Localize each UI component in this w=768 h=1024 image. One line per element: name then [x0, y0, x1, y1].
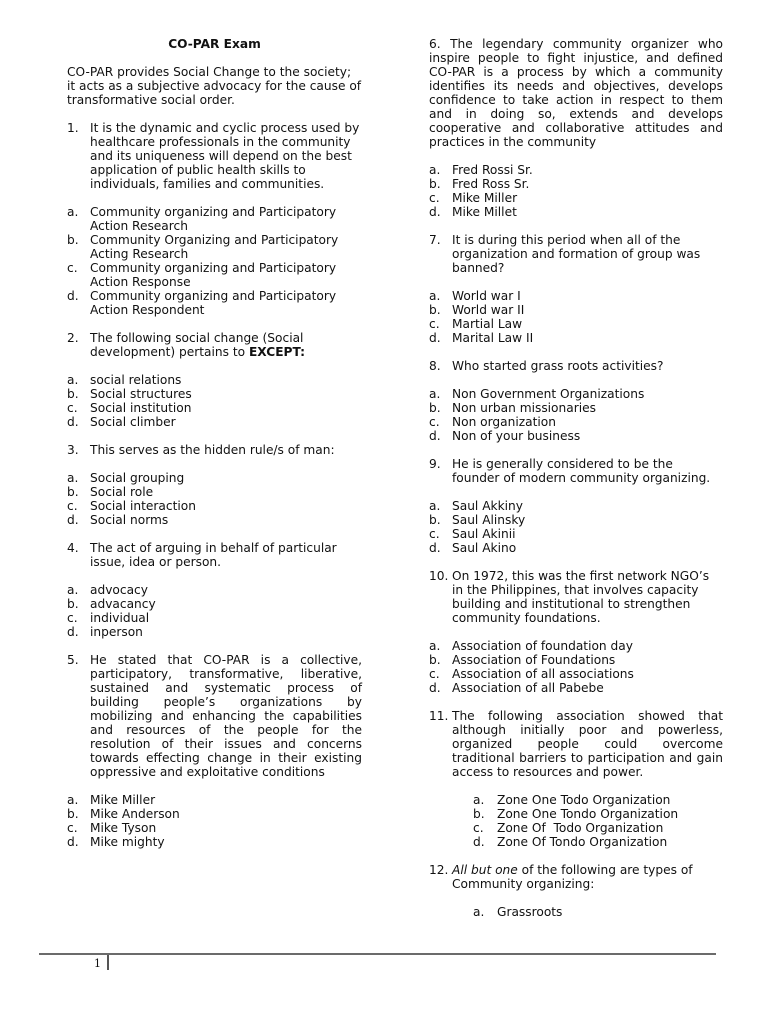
option-text: Mike Miller: [90, 793, 156, 807]
question-3: [67, 443, 362, 457]
question-emphasis: EXCEPT:: [248, 345, 305, 359]
option-d: [67, 513, 362, 527]
question-1: [67, 121, 362, 191]
option-letter: d.: [429, 429, 441, 443]
question-12: [429, 863, 723, 891]
option-text: Saul Akinii: [452, 527, 516, 541]
question-9: [429, 457, 723, 485]
option-c: [67, 821, 362, 835]
question-text: [452, 863, 723, 891]
option-text: Association of all associations: [452, 667, 634, 681]
option-letter: b.: [429, 653, 441, 667]
question-8: [429, 359, 723, 373]
option-a: [473, 793, 723, 807]
option-text: Saul Akino: [452, 541, 517, 555]
option-letter: d.: [473, 835, 485, 849]
question-number: 5.: [67, 653, 79, 667]
option-letter: a.: [67, 205, 79, 219]
option-c: [429, 667, 723, 681]
question-number: 6.: [429, 37, 441, 51]
option-text: Social grouping: [90, 471, 185, 485]
option-c: [67, 499, 362, 513]
question-text: On 1972, this was the first network NGO’s in the Philippines, that involves capacity building and institutional to strengthen community foundations.: [452, 569, 710, 625]
question-text: [429, 37, 723, 149]
option-letter: c.: [429, 667, 440, 681]
option-letter: c.: [67, 611, 78, 625]
option-text: advocacy: [90, 583, 148, 597]
option-letter: b.: [67, 233, 79, 247]
option-text: advacancy: [90, 597, 156, 611]
option-letter: a.: [67, 583, 79, 597]
right-column: [429, 37, 723, 933]
option-letter: a.: [429, 163, 441, 177]
option-text: Community Organizing and Participatory Acting Research: [90, 233, 339, 261]
option-b: [429, 401, 723, 415]
option-letter: d.: [429, 205, 441, 219]
option-letter: d.: [429, 541, 441, 555]
option-text: Non organization: [452, 415, 556, 429]
options-4: [67, 583, 362, 639]
option-text: Non Government Organizations: [452, 387, 645, 401]
question-text: Who started grass roots activities?: [452, 359, 664, 373]
option-c: [67, 611, 362, 625]
question-text: It is the dynamic and cyclic process used by healthcare professionals in the community and its uniqueness will depend on the best application of public health skills to individuals, families and communities.: [90, 121, 360, 191]
page-number-divider: [107, 955, 109, 970]
option-letter: c.: [67, 499, 78, 513]
option-d: [473, 835, 723, 849]
option-text: Zone One Tondo Organization: [497, 807, 679, 821]
question-text: He stated that CO-PAR is a collective, participatory, transformative, liberative, sustained and systematic process of building people’s organizations by mobilizing and enhancing the capabilities and resources of the people for the resolution of their issues and concerns towards effecting change in their existing oppressive and exploitative conditions: [90, 653, 362, 779]
option-letter: b.: [429, 513, 441, 527]
options-2: [67, 373, 362, 429]
option-letter: a.: [429, 639, 441, 653]
option-text: Marital Law II: [452, 331, 534, 345]
option-letter: a.: [67, 793, 79, 807]
option-letter: c.: [429, 317, 440, 331]
options-10: [429, 639, 723, 695]
exam-intro: CO-PAR provides Social Change to the society; it acts as a subjective advocacy for the cause of transformative social order.: [67, 65, 362, 107]
question-number: 4.: [67, 541, 79, 555]
option-letter: d.: [429, 681, 441, 695]
question-text: He is generally considered to be the founder of modern community organizing.: [452, 457, 711, 485]
option-letter: b.: [67, 807, 79, 821]
option-letter: c.: [67, 261, 78, 275]
option-text: Social norms: [90, 513, 169, 527]
option-c: [473, 821, 723, 835]
question-5: [67, 653, 362, 779]
option-a: [67, 793, 362, 807]
option-letter: d.: [67, 835, 79, 849]
option-text: Mike Anderson: [90, 807, 180, 821]
option-letter: c.: [67, 821, 78, 835]
question-number: 7.: [429, 233, 441, 247]
question-italic: All but one: [452, 863, 518, 877]
option-text: Mike Tyson: [90, 821, 157, 835]
option-text: Social institution: [90, 401, 192, 415]
question-text: This serves as the hidden rule/s of man:: [90, 443, 335, 457]
question-number: 1.: [67, 121, 79, 135]
option-letter: b.: [429, 177, 441, 191]
option-text: Association of Foundations: [452, 653, 616, 667]
question-number: 2.: [67, 331, 79, 345]
option-d: [429, 681, 723, 695]
option-letter: a.: [67, 471, 79, 485]
option-text: World war I: [452, 289, 521, 303]
options-9: [429, 499, 723, 555]
options-3: [67, 471, 362, 527]
option-letter: d.: [67, 289, 79, 303]
option-d: [429, 429, 723, 443]
option-b: [67, 387, 362, 401]
option-text: Saul Akkiny: [452, 499, 523, 513]
exam-title: CO-PAR Exam: [168, 37, 261, 51]
question-number: 9.: [429, 457, 441, 471]
option-a: [429, 639, 723, 653]
options-6: [429, 163, 723, 219]
option-c: [429, 317, 723, 331]
option-b: [429, 303, 723, 317]
option-b: [67, 597, 362, 611]
option-text: Social role: [90, 485, 154, 499]
options-11: [429, 793, 723, 849]
option-text: Zone One Todo Organization: [497, 793, 671, 807]
option-d: [67, 835, 362, 849]
option-text: Social interaction: [90, 499, 196, 513]
question-number: 3.: [67, 443, 79, 457]
option-text: Non of your business: [452, 429, 581, 443]
option-text: Non urban missionaries: [452, 401, 596, 415]
option-d: [67, 415, 362, 429]
option-letter: b.: [67, 597, 79, 611]
question-number: 10.: [429, 569, 449, 583]
question-body: of the following are types of Community organizing:: [452, 863, 693, 891]
option-b: [429, 653, 723, 667]
option-letter: b.: [67, 485, 79, 499]
option-text: Social structures: [90, 387, 192, 401]
option-c: [429, 415, 723, 429]
question-4: [67, 541, 362, 569]
question-2: [67, 331, 362, 359]
options-12: [429, 905, 723, 919]
page-number: 1: [94, 957, 101, 970]
option-letter: a.: [473, 905, 485, 919]
option-text: Zone Of Tondo Organization: [497, 835, 668, 849]
option-letter: c.: [67, 401, 78, 415]
option-a: [429, 499, 723, 513]
options-1: [67, 205, 362, 317]
left-column: [67, 37, 362, 863]
option-c: [429, 191, 723, 205]
option-a: [429, 387, 723, 401]
options-8: [429, 387, 723, 443]
option-d: [429, 331, 723, 345]
option-letter: c.: [429, 415, 440, 429]
option-a: [67, 583, 362, 597]
option-text: Grassroots: [497, 905, 563, 919]
option-text: Community organizing and Participatory Action Research: [90, 205, 337, 233]
option-text: Association of all Pabebe: [452, 681, 604, 695]
option-text: Social climber: [90, 415, 176, 429]
question-number: 11.: [429, 709, 449, 723]
option-letter: a.: [429, 289, 441, 303]
option-letter: a.: [429, 499, 441, 513]
option-letter: b.: [429, 401, 441, 415]
option-c: [67, 261, 362, 289]
question-body: The following social change (Social development) pertains to: [90, 331, 304, 359]
option-a: [67, 205, 362, 233]
option-text: Mike Millet: [452, 205, 517, 219]
option-text: Fred Ross Sr.: [452, 177, 530, 191]
question-6: [429, 37, 723, 149]
option-letter: b.: [67, 387, 79, 401]
option-text: Mike mighty: [90, 835, 165, 849]
option-a: [473, 905, 723, 919]
question-text: The following association showed that although initially poor and powerless, organized people could overcome traditional barriers to participation and gain access to resources and power.: [452, 709, 723, 779]
option-a: [67, 373, 362, 387]
option-letter: c.: [429, 191, 440, 205]
option-b: [67, 233, 362, 261]
option-letter: b.: [473, 807, 485, 821]
footer-rule: [39, 953, 716, 955]
option-a: [429, 289, 723, 303]
option-text: Martial Law: [452, 317, 523, 331]
options-7: [429, 289, 723, 345]
option-text: Saul Alinsky: [452, 513, 526, 527]
option-letter: b.: [429, 303, 441, 317]
question-body: The legendary community organizer who inspire people to fight injustice, and defined CO-PAR is a process by which a community identifies its needs and objectives, develops confidence to take action in respect to them and in doing so, extends and develops cooperative and collaborative attitudes and practices in the community: [429, 37, 723, 149]
option-d: [429, 205, 723, 219]
option-text: Fred Rossi Sr.: [452, 163, 533, 177]
option-d: [67, 289, 362, 317]
option-text: individual: [90, 611, 150, 625]
option-letter: c.: [429, 527, 440, 541]
option-b: [429, 513, 723, 527]
question-text: It is during this period when all of the organization and formation of group was banned?: [452, 233, 701, 275]
option-letter: a.: [429, 387, 441, 401]
option-letter: d.: [67, 513, 79, 527]
option-d: [67, 625, 362, 639]
option-a: [429, 163, 723, 177]
option-text: Association of foundation day: [452, 639, 633, 653]
option-text: inperson: [90, 625, 143, 639]
question-number: 12.: [429, 863, 449, 877]
option-a: [67, 471, 362, 485]
option-text: Mike Miller: [452, 191, 518, 205]
option-b: [429, 177, 723, 191]
question-text: The act of arguing in behalf of particular issue, idea or person.: [90, 541, 337, 569]
question-7: [429, 233, 723, 275]
option-b: [473, 807, 723, 821]
option-letter: a.: [473, 793, 485, 807]
option-c: [429, 527, 723, 541]
option-letter: d.: [67, 625, 79, 639]
option-letter: a.: [67, 373, 79, 387]
option-b: [67, 485, 362, 499]
option-letter: d.: [429, 331, 441, 345]
option-letter: d.: [67, 415, 79, 429]
option-d: [429, 541, 723, 555]
option-b: [67, 807, 362, 821]
option-c: [67, 401, 362, 415]
option-text: Community organizing and Participatory Action Respondent: [90, 289, 337, 317]
option-text: World war II: [452, 303, 525, 317]
question-text: [90, 331, 362, 359]
option-text: social relations: [90, 373, 182, 387]
options-5: [67, 793, 362, 849]
option-text: Community organizing and Participatory Action Response: [90, 261, 337, 289]
question-11: [429, 709, 723, 779]
question-number: 8.: [429, 359, 441, 373]
option-text: Zone Of Todo Organization: [497, 821, 664, 835]
question-10: [429, 569, 723, 625]
option-letter: c.: [473, 821, 484, 835]
